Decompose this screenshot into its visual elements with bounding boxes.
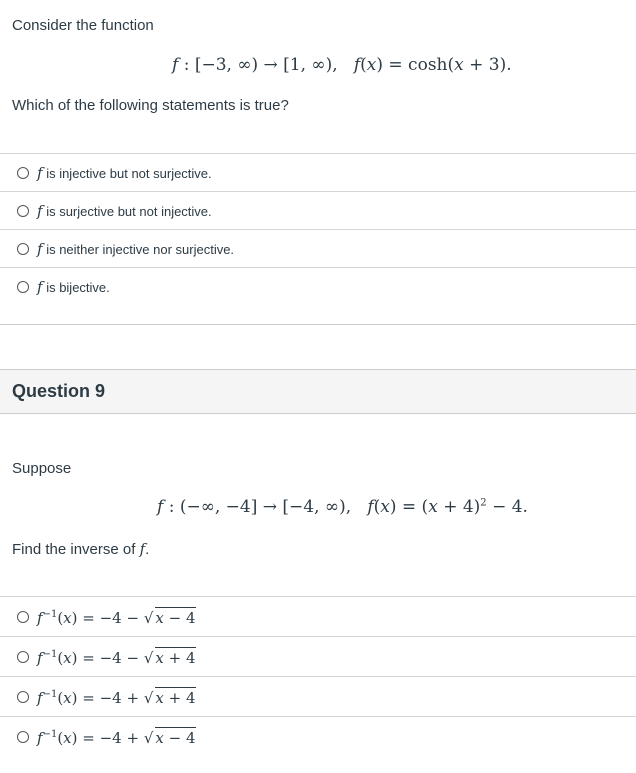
- answer-formula: $f^{-1}(x) = -4$ − √ x + 4: [37, 648, 196, 667]
- radio-button[interactable]: [17, 651, 29, 663]
- answer-label: is injective but not surjective.: [46, 165, 212, 181]
- q8-answer-option[interactable]: f is injective but not surjective.: [0, 153, 636, 191]
- q9-answer-option[interactable]: [0, 716, 636, 756]
- answer-label: is bijective.: [46, 279, 110, 295]
- q9-intro: Suppose: [12, 460, 72, 477]
- answer-label: is surjective but not injective.: [46, 203, 212, 219]
- q8-answer-option[interactable]: f is neither injective nor surjective.: [0, 229, 636, 267]
- q8-question: Which of the following statements is true?: [12, 97, 289, 114]
- radio-button[interactable]: [17, 611, 29, 623]
- answer-formula: $f^{-1}(x) = -4$ + √ x − 4: [37, 728, 196, 747]
- radio-button[interactable]: [17, 691, 29, 703]
- question-divider: [0, 324, 636, 325]
- q8-function-definition: f : [−3, ∞) → [1, ∞), f(x) = cosh(x + 3).: [172, 55, 512, 75]
- q8-answer-option[interactable]: f is surjective but not injective.: [0, 191, 636, 229]
- answer-label: is neither injective nor surjective.: [46, 241, 235, 257]
- radio-button[interactable]: [17, 243, 29, 255]
- radio-button[interactable]: [17, 281, 29, 293]
- q9-answer-option[interactable]: [0, 676, 636, 716]
- answer-formula: $f^{-1}(x) = -4$ − √ x − 4: [37, 608, 196, 627]
- q8-answer-option[interactable]: f is bijective.: [0, 267, 636, 305]
- q9-question: Find the inverse of f.: [12, 540, 150, 558]
- question-title: Question 9: [12, 381, 106, 401]
- question-header: [0, 369, 636, 414]
- q9-function-definition: f : (−∞, −4] → [−4, ∞), $f(x) = (x + 4)^2 - 4$.: [157, 497, 528, 517]
- q9-answer-option[interactable]: [0, 636, 636, 676]
- q8-intro: Consider the function: [12, 17, 154, 34]
- radio-button[interactable]: [17, 731, 29, 743]
- q9-answer-list: [0, 596, 636, 756]
- q9-answer-option[interactable]: [0, 596, 636, 636]
- q8-answer-list: [0, 153, 636, 305]
- radio-button[interactable]: [17, 167, 29, 179]
- answer-formula: $f^{-1}(x) = -4$ + √ x + 4: [37, 688, 196, 707]
- radio-button[interactable]: [17, 205, 29, 217]
